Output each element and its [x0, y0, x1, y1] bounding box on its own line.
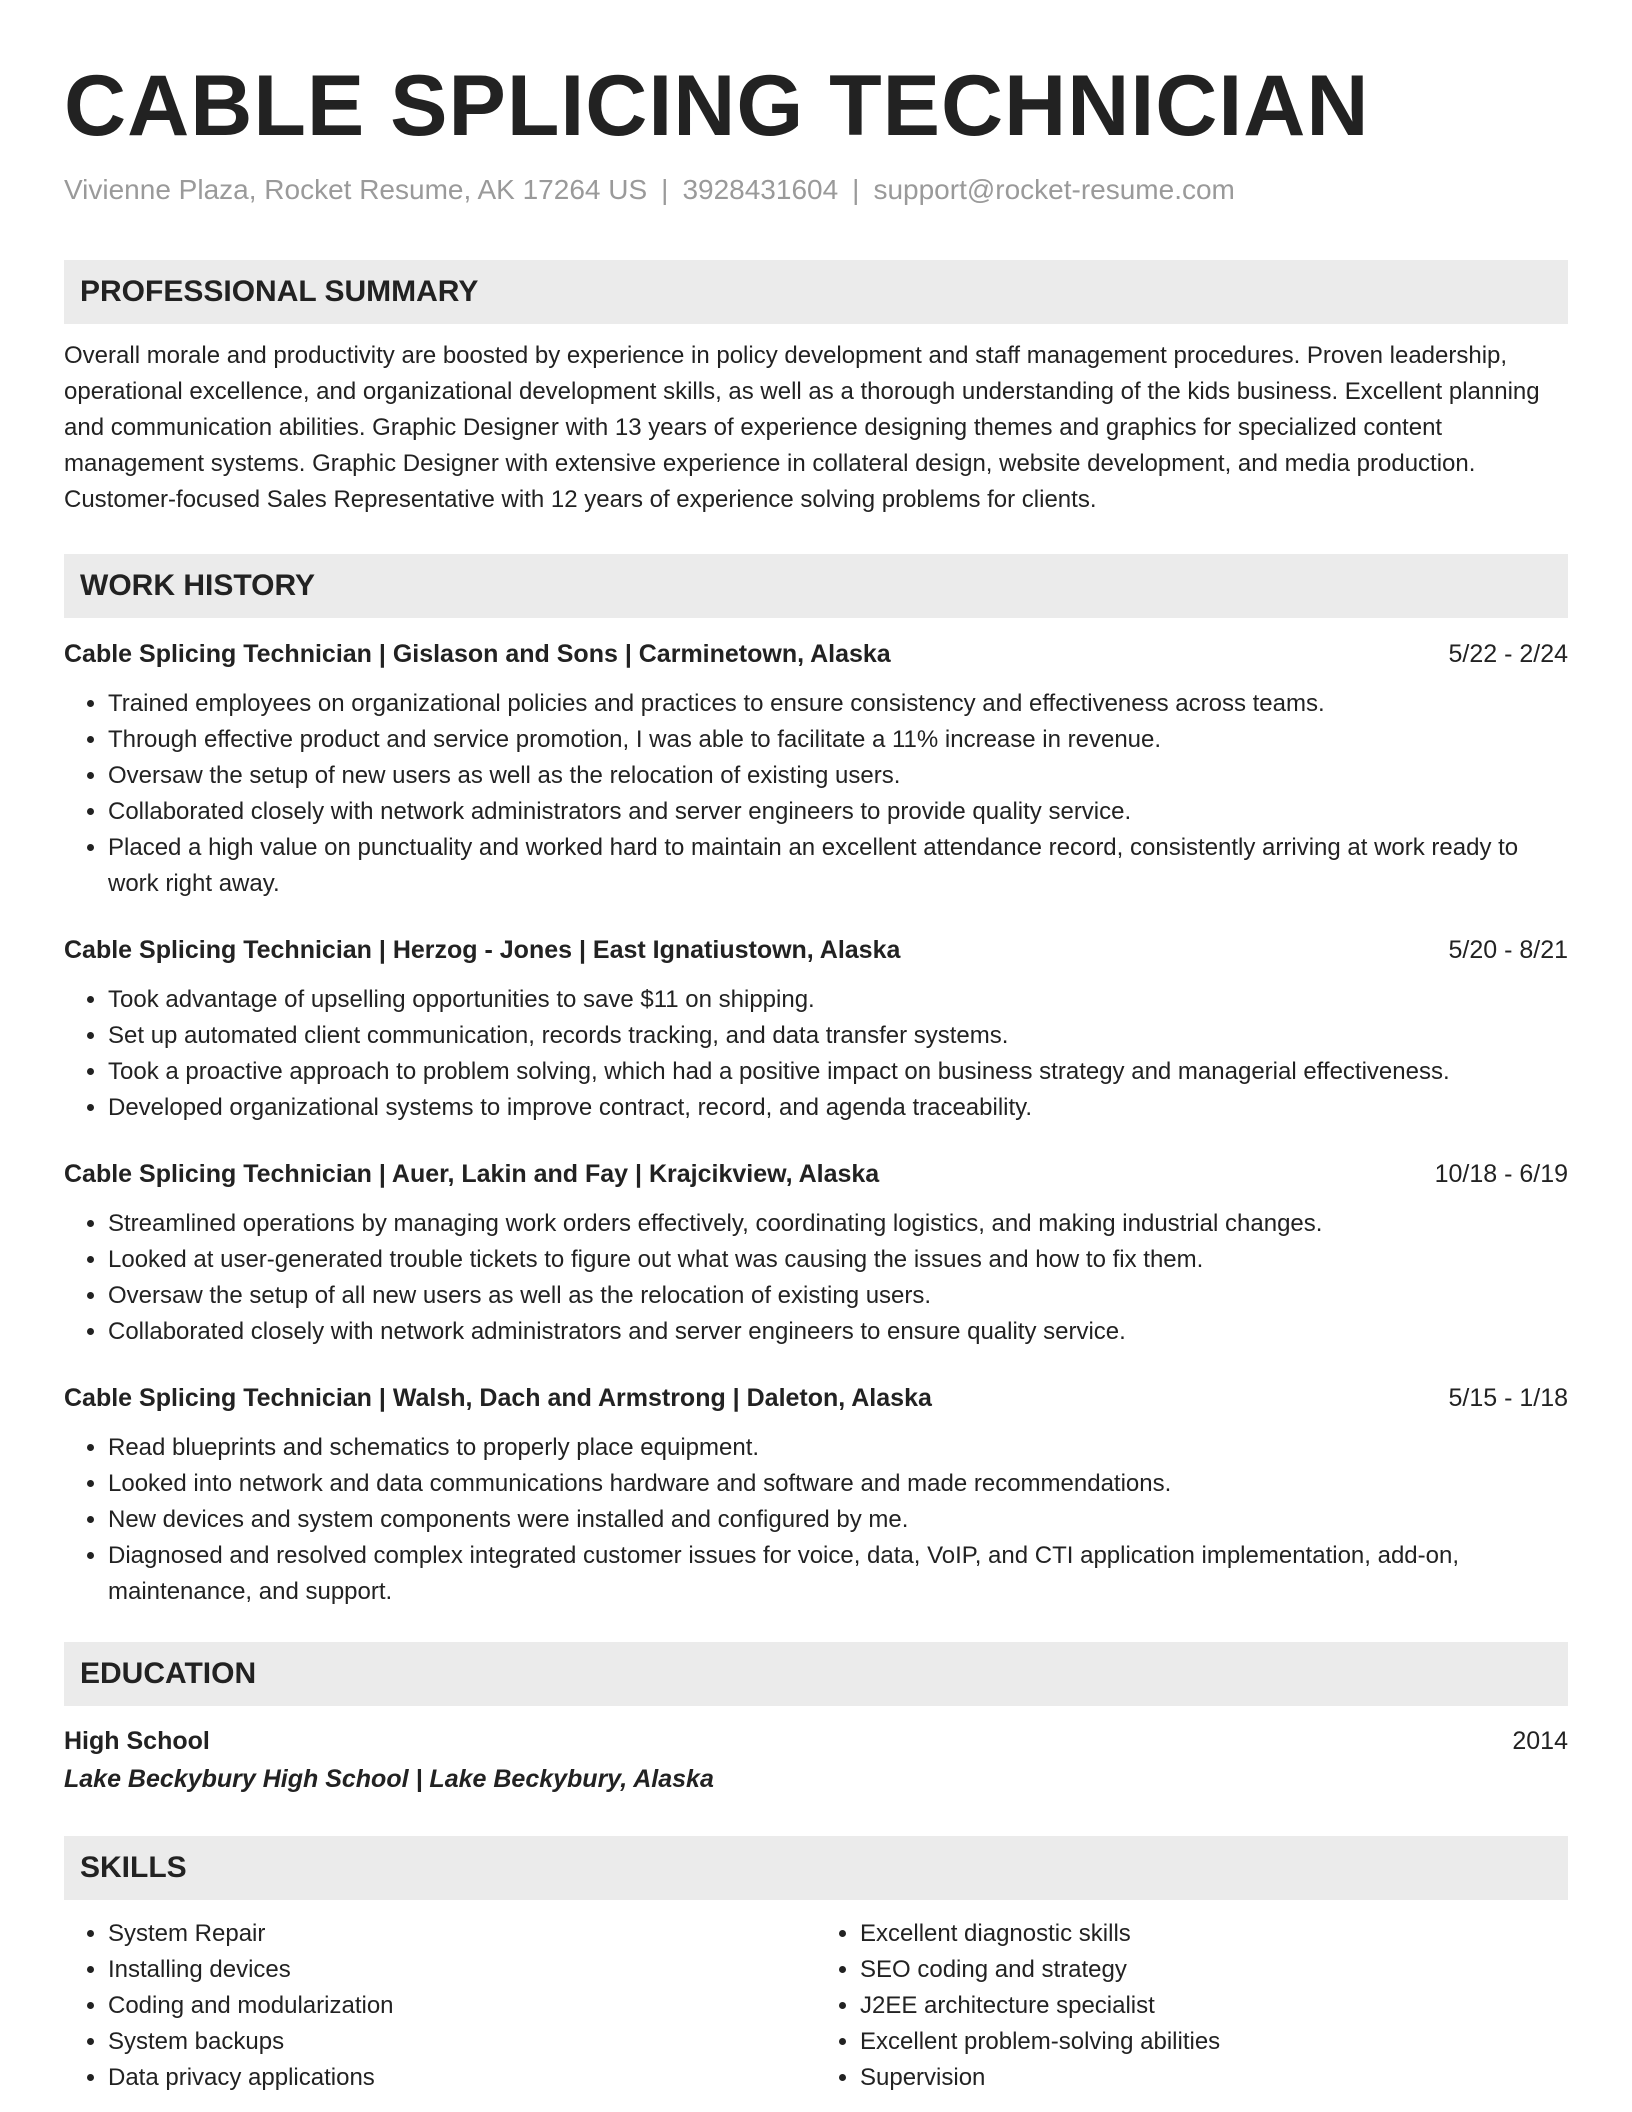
contact-email: support@rocket-resume.com [873, 174, 1235, 205]
contact-address: Vivienne Plaza, Rocket Resume, AK 17264 US [64, 174, 648, 205]
job-bullet: • Oversaw the setup of all new users as well as the relocation of existing users. [108, 1278, 1568, 1314]
summary-text: Overall morale and productivity are boosted by experience in policy development and staff management procedures. Proven leadership, operational excellence, and organizational development skills, as well as a thorough understanding of the kids business. Excellent planning and communication abilities. Graphic Designer with 13 years of experience designing themes and graphics for specialized content management systems. Graphic Designer with extensive experience in collateral design, website development, and media production. Customer-focused Sales Representative with 12 years of experience solving problems for clients. [64, 342, 1540, 513]
job-title: Cable Splicing Technician | Auer, Lakin and Fay | Krajcikview, Alaska [64, 1160, 880, 1188]
job-dates: 10/18 - 6/19 [1434, 1160, 1568, 1188]
job-bullet: • Placed a high value on punctuality and worked hard to maintain an excellent attendance record, consistently arriving at work ready to work right away. [108, 830, 1568, 902]
job-title: Cable Splicing Technician | Gislason and Sons | Carminetown, Alaska [64, 640, 891, 668]
job-bullet: • Took a proactive approach to problem solving, which had a positive impact on business strategy and managerial effectiveness. [108, 1054, 1568, 1090]
contact-line [64, 172, 1568, 208]
job-bullet: • Set up automated client communication, records tracking, and data transfer systems. [108, 1018, 1568, 1054]
job-entry [64, 1380, 1568, 1610]
job-bullets [64, 1206, 1568, 1350]
education-year: 2014 [1512, 1727, 1568, 1755]
job-bullets [64, 982, 1568, 1126]
job-bullet: • Developed organizational systems to improve contract, record, and agenda traceability. [108, 1090, 1568, 1126]
job-entry [64, 1156, 1568, 1350]
skill-item: • Excellent problem-solving abilities [860, 2024, 1568, 2060]
job-bullet: • Streamlined operations by managing work orders effectively, coordinating logistics, and making industrial changes. [108, 1206, 1568, 1242]
job-entry [64, 932, 1568, 1126]
skill-item: • J2EE architecture specialist [860, 1988, 1568, 2024]
education-entry [64, 1722, 1568, 1798]
job-bullet: • Trained employees on organizational policies and practices to ensure consistency and effectiveness across teams. [108, 686, 1568, 722]
skills-column-left [64, 1916, 816, 2096]
job-bullet: • Took advantage of upselling opportunities to save $11 on shipping. [108, 982, 1568, 1018]
job-title: Cable Splicing Technician | Herzog - Jones | East Ignatiustown, Alaska [64, 936, 901, 964]
job-dates: 5/20 - 8/21 [1448, 936, 1568, 964]
job-bullet: • Through effective product and service promotion, I was able to facilitate a 11% increase in revenue. [108, 722, 1568, 758]
job-title: Cable Splicing Technician | Walsh, Dach and Armstrong | Daleton, Alaska [64, 1384, 932, 1412]
job-bullet: • Oversaw the setup of new users as well as the relocation of existing users. [108, 758, 1568, 794]
job-bullet: • Looked into network and data communications hardware and software and made recommendations. [108, 1466, 1568, 1502]
contact-separator: | [852, 174, 860, 205]
skill-item: • System Repair [108, 1916, 816, 1952]
contact-separator: | [661, 174, 669, 205]
section-header-skills: SKILLS [64, 1836, 1568, 1900]
job-bullet: • Collaborated closely with network administrators and server engineers to ensure quality service. [108, 1314, 1568, 1350]
section-header-education: EDUCATION [64, 1642, 1568, 1706]
skill-item: • SEO coding and strategy [860, 1952, 1568, 1988]
resume-title: CABLE SPLICING TECHNICIAN [64, 58, 1370, 154]
skill-item: • Coding and modularization [108, 1988, 816, 2024]
skill-item: • Installing devices [108, 1952, 816, 1988]
skill-item: • Excellent diagnostic skills [860, 1916, 1568, 1952]
job-bullet: • Read blueprints and schematics to properly place equipment. [108, 1430, 1568, 1466]
skill-item: • Data privacy applications [108, 2060, 816, 2096]
skills-column-right [816, 1916, 1568, 2096]
skill-item: • Supervision [860, 2060, 1568, 2096]
job-bullets [64, 1430, 1568, 1610]
job-entry [64, 636, 1568, 902]
job-bullet: • Looked at user-generated trouble tickets to figure out what was causing the issues and how to fix them. [108, 1242, 1568, 1278]
section-header-work-history: WORK HISTORY [64, 554, 1568, 618]
job-bullet: • Collaborated closely with network administrators and server engineers to provide quality service. [108, 794, 1568, 830]
job-dates: 5/15 - 1/18 [1448, 1384, 1568, 1412]
job-dates: 5/22 - 2/24 [1448, 640, 1568, 668]
education-school: Lake Beckybury High School | Lake Beckybury, Alaska [64, 1765, 714, 1793]
education-degree: High School [64, 1727, 210, 1755]
job-bullets [64, 686, 1568, 902]
skills-list [64, 1916, 1568, 2096]
contact-phone: 3928431604 [682, 174, 839, 205]
job-bullet: • New devices and system components were installed and configured by me. [108, 1502, 1568, 1538]
skill-item: • System backups [108, 2024, 816, 2060]
job-bullet: • Diagnosed and resolved complex integrated customer issues for voice, data, VoIP, and CTI application implementation, add-on, maintenance, and support. [108, 1538, 1568, 1610]
section-header-summary: PROFESSIONAL SUMMARY [64, 260, 1568, 324]
